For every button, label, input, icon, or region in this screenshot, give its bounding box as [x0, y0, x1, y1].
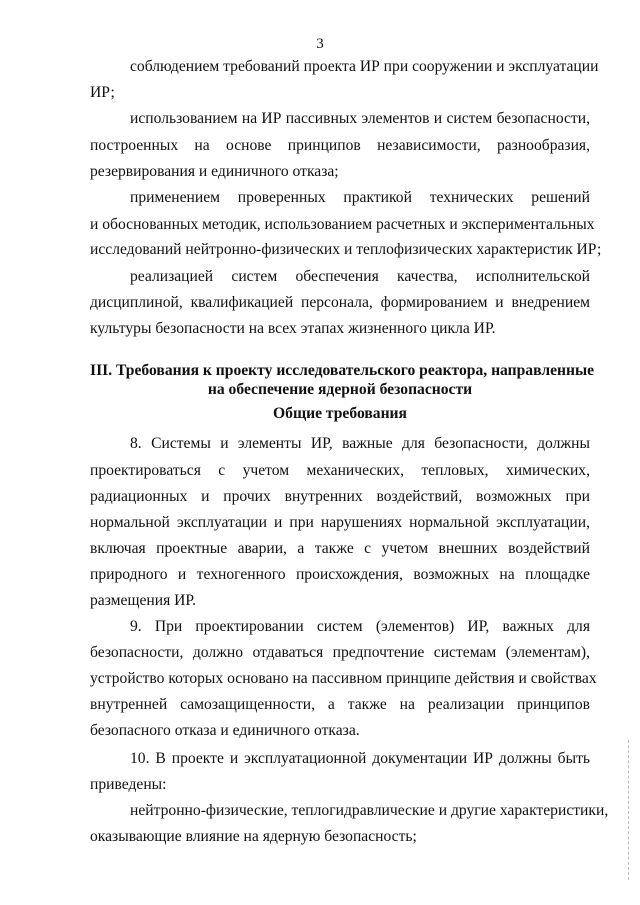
text-line: включая проектные аварии, а также с учетом внешних воздействий	[90, 540, 590, 557]
text-line: реализацией систем обеспечения качества, исполнительской	[130, 268, 590, 285]
scan-edge-mark	[628, 740, 630, 880]
page-number: 3	[316, 36, 324, 52]
text-line: и обоснованных методик, использованием расчетных и экспериментальных	[90, 216, 595, 233]
text-line: радиационных и прочих внутренних воздействий, возможных при	[90, 488, 590, 505]
text-line: внутренней самозащищенности, а также на реализации принципов	[90, 696, 590, 713]
text-line: дисциплиной, квалификацией персонала, формированием и внедрением	[90, 294, 590, 311]
text-line: нормальной эксплуатации и при нарушениях нормальной эксплуатации,	[90, 514, 590, 531]
section-heading: III. Требования к проекту исследовательского реактора, направленные	[90, 362, 595, 379]
text-line: безопасности, должно отдаваться предпочтение системам (элементам),	[90, 644, 590, 661]
subsection-heading: Общие требования	[273, 405, 407, 422]
text-line: проектироваться с учетом механических, тепловых, химических,	[90, 462, 590, 479]
text-line: приведены:	[90, 776, 167, 793]
text-line: безопасного отказа и единичного отказа.	[90, 722, 360, 739]
section-heading-cont: на обеспечение ядерной безопасности	[207, 381, 473, 398]
text-line: культуры безопасности на всех этапах жизненного цикла ИР.	[90, 320, 496, 337]
text-line: 10. В проекте и эксплуатационной документации ИР должны быть	[130, 750, 590, 767]
text-line: построенных на основе принципов независимости, разнообразия,	[90, 137, 590, 154]
text-line: резервирования и единичного отказа;	[90, 163, 339, 180]
text-line: 8. Системы и элементы ИР, важные для безопасности, должны	[130, 435, 590, 452]
text-line: нейтронно-физические, теплогидравлические и другие характеристики,	[130, 802, 609, 819]
text-line: устройство которых основано на пассивном принципе действия и свойствах	[90, 670, 597, 687]
text-line: природного и техногенного происхождения, возможных на площадке	[90, 566, 590, 583]
text-line: применением проверенных практикой технических решений	[130, 189, 590, 206]
text-line: использованием на ИР пассивных элементов и систем безопасности,	[130, 110, 590, 127]
text-line: размещения ИР.	[90, 592, 197, 609]
text-line: 9. При проектировании систем (элементов) ИР, важных для	[130, 618, 590, 635]
text-line: оказывающие влияние на ядерную безопасность;	[90, 828, 417, 845]
text-line: исследований нейтронно-физических и теплофизических характеристик ИР;	[90, 241, 602, 258]
text-line: ИР;	[90, 84, 115, 101]
text-line: соблюдением требований проекта ИР при сооружении и эксплуатации	[130, 58, 599, 75]
